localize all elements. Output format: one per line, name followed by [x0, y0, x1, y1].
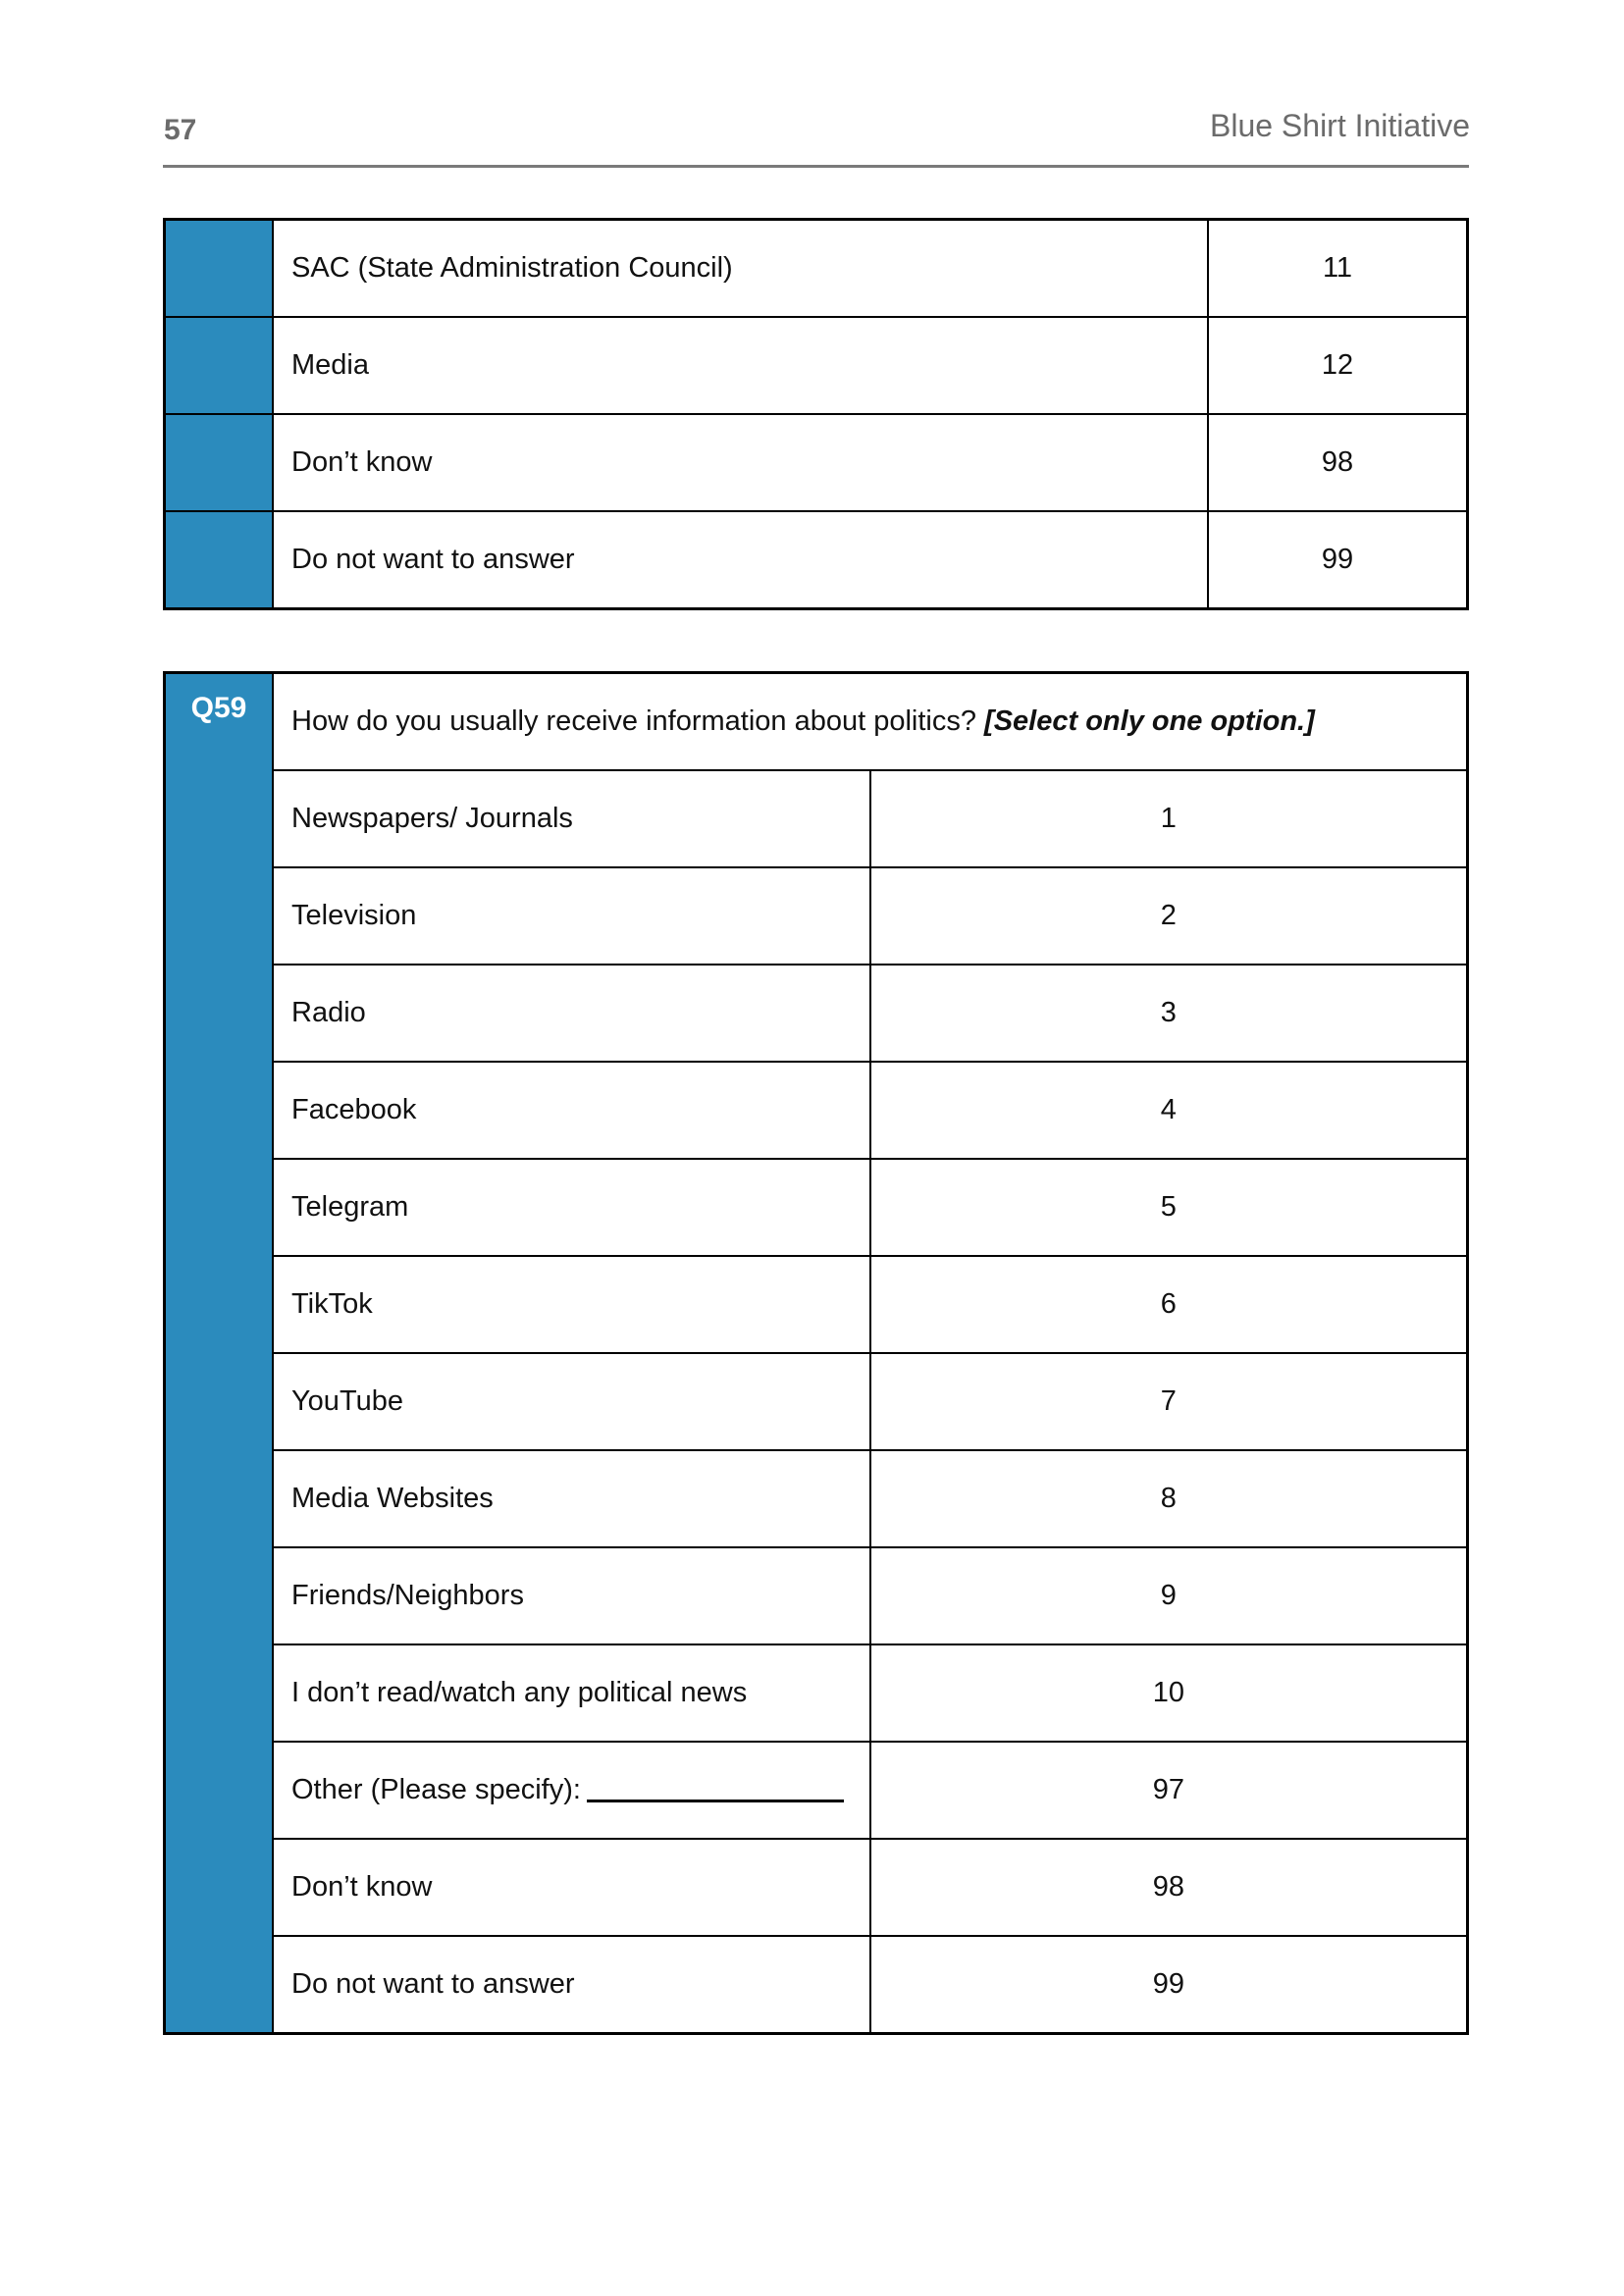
- option-label-text: Don’t know: [291, 1871, 433, 1903]
- option-label: SAC (State Administration Council): [273, 220, 1208, 318]
- option-code: 98: [1208, 414, 1468, 511]
- side-bar-cell: [165, 220, 274, 318]
- option-row: [165, 1547, 1468, 1644]
- question-row: [165, 673, 1468, 771]
- option-code: 99: [1208, 511, 1468, 609]
- option-code: 7: [870, 1353, 1468, 1450]
- option-row: [165, 1062, 1468, 1159]
- option-row: [165, 1256, 1468, 1353]
- option-label-text: Other (Please specify):: [291, 1774, 581, 1805]
- option-label-text: Newspapers/ Journals: [291, 803, 573, 834]
- option-label-text: Do not want to answer: [291, 1968, 575, 2000]
- option-code: 2: [870, 867, 1468, 965]
- option-code: 97: [870, 1742, 1468, 1839]
- option-label: [273, 1159, 870, 1256]
- option-label-text: Radio: [291, 997, 366, 1028]
- option-code: 9: [870, 1547, 1468, 1644]
- option-label-text: Television: [291, 900, 417, 931]
- option-label: [273, 867, 870, 965]
- option-label-text: Media Websites: [291, 1483, 494, 1514]
- option-row: [165, 770, 1468, 867]
- question-instruction: [Select only one option.]: [984, 705, 1315, 737]
- option-code: 5: [870, 1159, 1468, 1256]
- header-divider: [163, 165, 1469, 168]
- option-label: [273, 965, 870, 1062]
- option-label: Media: [273, 317, 1208, 414]
- option-code: 3: [870, 965, 1468, 1062]
- side-bar-cell: [165, 511, 274, 609]
- question-text: How do you usually receive information about politics?: [291, 705, 976, 737]
- option-code: 99: [870, 1936, 1468, 2034]
- option-row: [165, 1644, 1468, 1742]
- option-code: 1: [870, 770, 1468, 867]
- option-label: [273, 1353, 870, 1450]
- option-row: [165, 1742, 1468, 1839]
- option-row: [165, 965, 1468, 1062]
- option-label: [273, 770, 870, 867]
- option-label: [273, 1936, 870, 2034]
- option-code: 8: [870, 1450, 1468, 1547]
- option-label-text: Telegram: [291, 1191, 409, 1223]
- option-row: [165, 220, 1468, 318]
- option-row: [165, 414, 1468, 511]
- continued-options-table: [163, 218, 1469, 610]
- option-row: [165, 1936, 1468, 2034]
- option-label: [273, 1839, 870, 1936]
- option-label-text: TikTok: [291, 1288, 373, 1320]
- option-code: 98: [870, 1839, 1468, 1936]
- option-label-text: YouTube: [291, 1385, 403, 1417]
- option-row: [165, 511, 1468, 609]
- option-code: 4: [870, 1062, 1468, 1159]
- option-row: [165, 317, 1468, 414]
- question-number: Q59: [165, 673, 274, 2034]
- option-row: [165, 1839, 1468, 1936]
- option-row: [165, 1450, 1468, 1547]
- side-bar-cell: [165, 414, 274, 511]
- side-bar-cell: [165, 317, 274, 414]
- option-label: [273, 1256, 870, 1353]
- option-code: 10: [870, 1644, 1468, 1742]
- option-label: [273, 1547, 870, 1644]
- option-label-text: I don’t read/watch any political news: [291, 1677, 748, 1708]
- question-text-cell: [273, 673, 1468, 771]
- option-code: 11: [1208, 220, 1468, 318]
- option-code: 12: [1208, 317, 1468, 414]
- option-row: [165, 1159, 1468, 1256]
- option-label: [273, 1742, 870, 1839]
- option-label: Do not want to answer: [273, 511, 1208, 609]
- option-row: [165, 867, 1468, 965]
- option-code: 6: [870, 1256, 1468, 1353]
- option-row: [165, 1353, 1468, 1450]
- option-label: [273, 1644, 870, 1742]
- option-label: [273, 1062, 870, 1159]
- option-label-text: Facebook: [291, 1094, 417, 1125]
- option-label-text: Friends/Neighbors: [291, 1580, 524, 1611]
- option-label: Don’t know: [273, 414, 1208, 511]
- page-number: 57: [164, 114, 197, 146]
- q59-table: [163, 671, 1469, 2035]
- document-title: Blue Shirt Initiative: [1209, 108, 1470, 143]
- option-label: [273, 1450, 870, 1547]
- specify-blank-line: [587, 1799, 844, 1802]
